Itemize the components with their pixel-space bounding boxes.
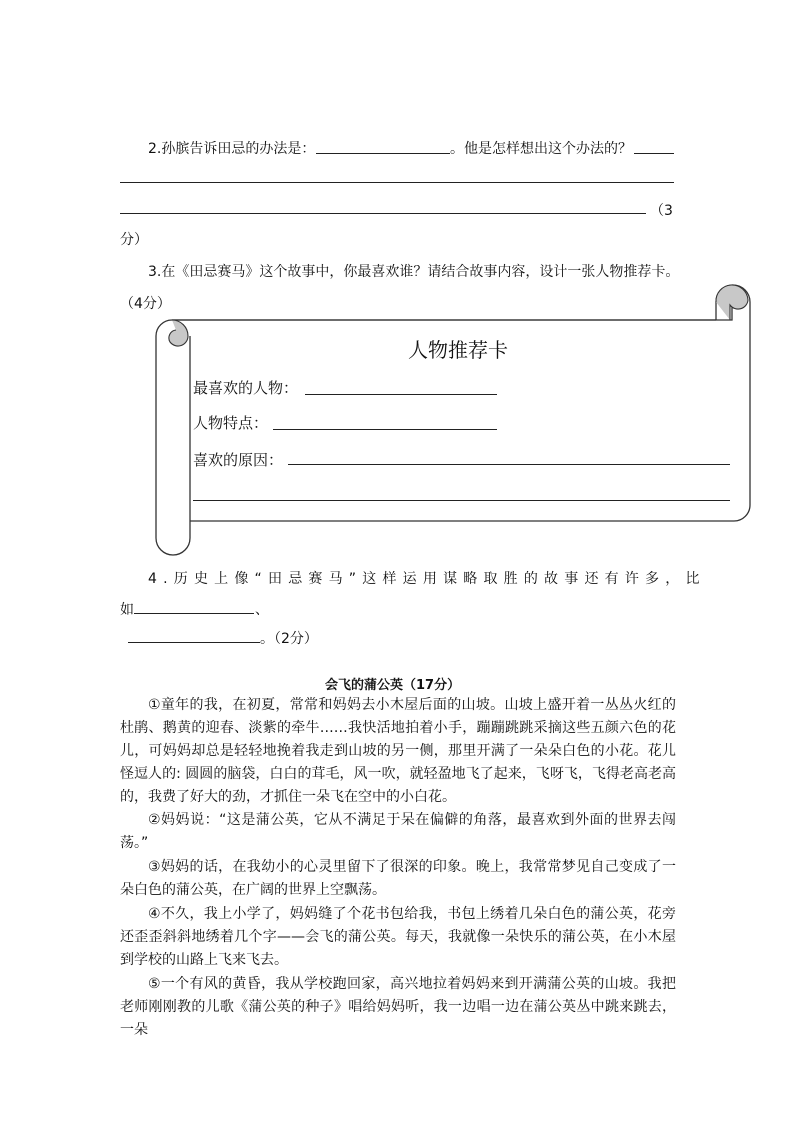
q2-score-close: 分） [120, 232, 148, 248]
card-favorite-line[interactable] [305, 394, 497, 395]
q2-text-b: 。他是怎样想出这个办法的？ [450, 141, 632, 157]
q4-answer-line-2[interactable] [128, 642, 260, 643]
card-trait-label: 人物特点： [193, 414, 269, 432]
card-reason-line-2[interactable] [193, 500, 730, 501]
q3-text: 3.在《田忌赛马》这个故事中，你最喜欢谁？请结合故事内容，设计一张人物推荐卡。 [148, 264, 680, 280]
card-favorite-label: 最喜欢的人物： [193, 379, 299, 397]
passage-paragraph-2: ②妈妈说：“这是蒲公英，它从不满足于呆在偏僻的角落，最喜欢到外面的世界去闯荡。” [120, 812, 676, 851]
card-title: 人物推荐卡 [408, 338, 508, 362]
q4-separator: 、 [255, 602, 269, 618]
q2-text-a: 2.孙膑告诉田忌的办法是： [148, 141, 316, 157]
q4-answer-line-1[interactable] [134, 613, 254, 614]
passage-title: 会飞的蒲公英（17分） [325, 678, 461, 693]
passage-paragraph-1: ①童年的我，在初夏，常常和妈妈去小木屋后面的山坡。山坡上盛开着一丛丛火红的杜鹃、鹅黄的迎春、淡紫的牵牛……我快活地拍着小手，蹦蹦跳跳采摘这些五颜六色的花儿，可妈妈却总是轻轻地挽着我走到山坡的另一侧，那里开满了一朵朵白色的小花。花儿怪逗人的: 圆圆的脑袋，白白的茸毛，风一吹，就轻盈地飞了起来，飞呀飞，飞得老高老高的，我费了好大的劲，才抓住一朵飞在空中的小白花。 [120, 697, 676, 805]
passage-paragraph-5: ⑤一个有风的黄昏，我从学校跑回家，高兴地拉着妈妈来到开满蒲公英的山坡。我把老师刚刚教的儿歌《蒲公英的种子》唱给妈妈听，我一边唱一边在蒲公英丛中跳来跳去，一朵 [120, 976, 676, 1038]
passage-paragraph-4: ④不久，我上小学了，妈妈缝了个花书包给我，书包上绣着几朵白色的蒲公英，花旁还歪歪斜斜地绣着几个字——会飞的蒲公英。每天，我就像一朵快乐的蒲公英，在小木屋到学校的山路上飞来飞去。 [120, 906, 676, 968]
card-reason-label: 喜欢的原因： [193, 451, 284, 469]
q4-score: 。（2分） [260, 631, 318, 647]
q4-text: 4.历史上像“田忌赛马”这样运用谋略取胜的故事还有许多，比 [148, 571, 706, 587]
q2-score-open: （3 [650, 203, 673, 219]
q3-score: （4分） [120, 296, 171, 312]
card-trait-line[interactable] [273, 429, 497, 430]
card-reason-line-1[interactable] [288, 464, 730, 465]
scroll-card-frame [0, 0, 794, 560]
passage-paragraph-3: ③妈妈的话，在我幼小的心灵里留下了很深的印象。晚上，我常常梦见自己变成了一朵白色的蒲公英，在广阔的世界上空飘荡。 [120, 859, 676, 898]
q4-line2-start: 如 [120, 602, 134, 618]
